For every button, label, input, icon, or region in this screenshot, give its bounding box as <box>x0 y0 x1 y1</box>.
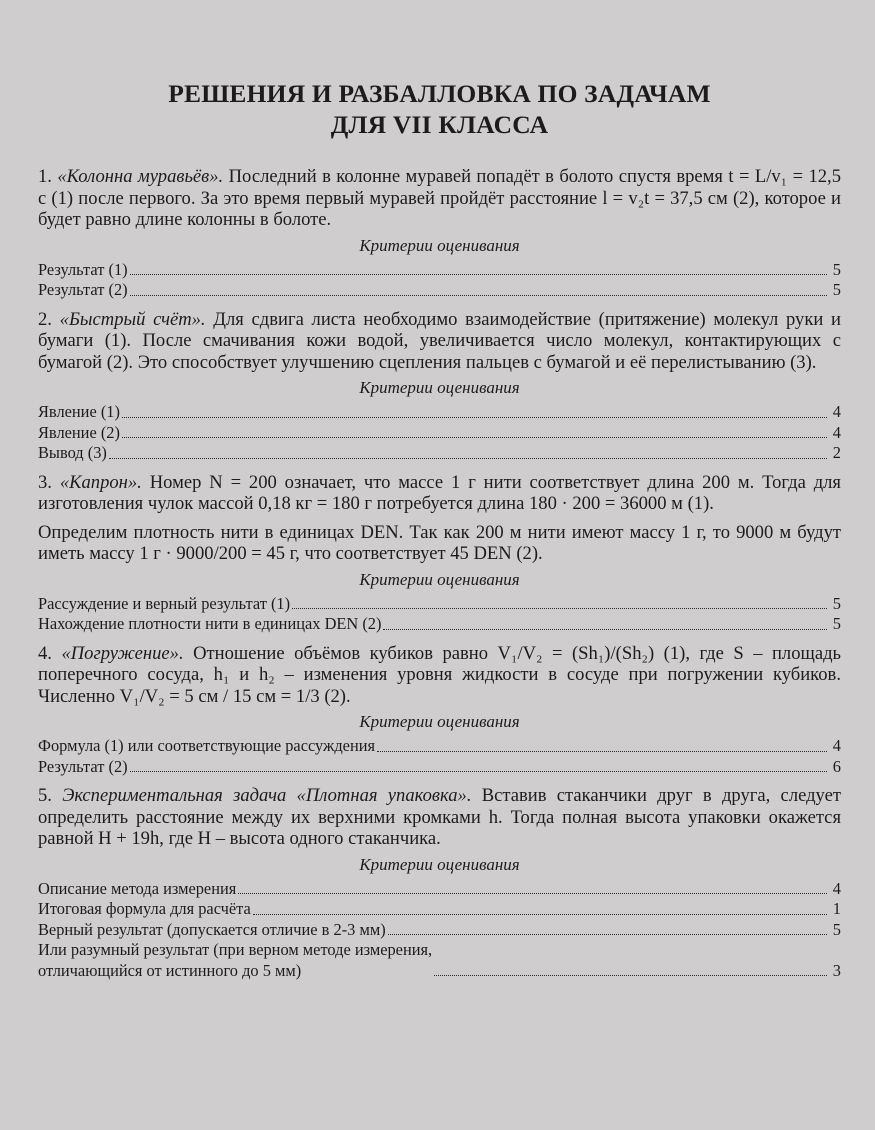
criteria-label-line-2: отличающийся от истинного до 5 мм) <box>38 960 302 980</box>
criteria-points: 5 <box>832 614 841 633</box>
dot-leader <box>292 608 827 609</box>
criteria-heading: Критерии оценивания <box>359 235 520 255</box>
criteria-row <box>38 402 841 423</box>
dot-leader <box>434 975 827 976</box>
task-4 <box>38 643 841 778</box>
criteria-row <box>38 443 841 464</box>
task-1 <box>38 166 841 301</box>
criteria-label-line-1: Или разумный результат (при верном методе измерения, <box>38 940 433 959</box>
criteria-label: Явление (1) <box>38 402 120 421</box>
criteria-label: Итоговая формула для расчёта <box>38 899 251 918</box>
task-3-text-2: Определим плотность нити в единицах DEN. Так как 200 м нити имеют массу 1 г, то 9000 м будут иметь массу 1 г · 9000/200 = 45 г, что соответствует 45 DEN (2). <box>38 521 841 564</box>
criteria-label: Формула (1) или соответствующие рассуждения <box>38 736 376 755</box>
dot-leader <box>109 458 827 459</box>
criteria-row <box>38 920 841 941</box>
task-paragraph: Вставив стаканчики друг в друга, следует определить расстояние между их верхними кромками h. Тогда полная высота упаковки окажется равной H + 19h, где H – высота одного стаканчика. <box>38 785 841 849</box>
criteria-row <box>38 879 841 900</box>
criteria-points: 1 <box>832 899 841 918</box>
page-title <box>38 78 841 140</box>
task-2 <box>38 309 841 464</box>
dot-leader <box>383 629 827 630</box>
task-paragraph: Номер N = 200 означает, что массе 1 г нити соответствует длина 200 м. Тогда для изготовления чулок массой 0,18 кг = 180 г потребуется длина 180 · 200 = 36000 м (1). <box>38 471 841 514</box>
criteria-label <box>38 940 432 981</box>
task-name: Экспериментальная задача «Плотная упаковка». <box>62 785 472 806</box>
dot-leader <box>238 893 827 894</box>
dot-leader <box>130 295 827 296</box>
criteria-heading: Критерии оценивания <box>359 712 520 731</box>
criteria-label: Описание метода измерения <box>38 878 237 898</box>
criteria-label: Рассуждение и верный результат (1) <box>38 593 291 613</box>
task-paragraph: Отношение объёмов кубиков равно V₁/V₂ = (Sh₁)/(Sh₂) (1), где S – площадь поперечного сосуда, h₁ и h₂ – изменения уровня жидкости в сосуде при погружении кубиков. Численно V₁/V₂ = 5 см / 15 см = 1/3 (2). <box>38 642 842 707</box>
criteria-points: 4 <box>832 736 841 755</box>
task-number: 5. <box>38 785 52 806</box>
dot-leader <box>388 934 827 935</box>
criteria-heading: Критерии оценивания <box>359 378 520 397</box>
task-1-text <box>38 166 841 231</box>
criteria-points: 5 <box>832 280 841 299</box>
criteria-label: Вывод (3) <box>38 443 107 462</box>
criteria-label: Верный результат (допускается отличие в 2-3 мм) <box>38 919 386 939</box>
criteria-row <box>38 280 841 301</box>
criteria-list <box>38 594 841 635</box>
criteria-points: 6 <box>832 756 841 776</box>
criteria-points: 3 <box>832 960 841 980</box>
criteria-points: 4 <box>832 402 841 421</box>
criteria-list <box>38 879 841 982</box>
task-number: 1. <box>38 166 52 187</box>
criteria-points: 5 <box>832 593 841 613</box>
task-4-text <box>38 643 841 708</box>
task-paragraph: Последний в колонне муравей попадёт в болото спустя время t = L/v₁ = 12,5 с (1) после первого. За это время первый муравей пройдёт расстояние l = v₂t = 37,5 см (2), которое и будет равно длине колонны в болоте. <box>38 166 841 230</box>
criteria-row <box>38 940 841 981</box>
criteria-label: Результат (2) <box>38 280 128 299</box>
criteria-heading: Критерии оценивания <box>359 854 520 874</box>
task-number: 4. <box>38 642 52 664</box>
criteria-row <box>38 736 841 757</box>
criteria-row <box>38 423 841 444</box>
dot-leader <box>122 437 827 438</box>
task-number: 3. <box>38 471 52 493</box>
criteria-points: 5 <box>832 919 841 939</box>
dot-leader <box>253 914 827 915</box>
criteria-row <box>38 899 841 920</box>
dot-leader <box>130 274 827 275</box>
task-number: 2. <box>38 308 52 330</box>
criteria-row <box>38 594 841 615</box>
criteria-row <box>38 614 841 635</box>
criteria-points: 4 <box>832 878 841 898</box>
criteria-list <box>38 260 841 301</box>
task-name: «Погружение». <box>61 642 184 664</box>
task-5 <box>38 785 841 981</box>
title-line-1: РЕШЕНИЯ И РАЗБАЛЛОВКА ПО ЗАДАЧАМ <box>168 79 711 108</box>
criteria-label: Нахождение плотности нити в единицах DEN (2) <box>38 614 382 633</box>
task-name: «Капрон». <box>59 471 142 493</box>
task-3-text <box>38 472 841 515</box>
criteria-points: 4 <box>832 422 841 442</box>
criteria-label: Результат (1) <box>38 259 128 279</box>
task-name: «Колонна муравьёв». <box>57 166 224 187</box>
task-name: «Быстрый счёт». <box>59 308 206 330</box>
dot-leader <box>377 751 827 752</box>
criteria-list <box>38 402 841 464</box>
task-2-text <box>38 309 841 374</box>
criteria-label: Явление (2) <box>38 422 120 442</box>
task-3 <box>38 472 841 635</box>
dot-leader <box>130 771 827 772</box>
title-line-2: ДЛЯ VII КЛАССА <box>330 110 549 139</box>
criteria-row <box>38 757 841 778</box>
task-paragraph: Для сдвига листа необходимо взаимодействие (притяжение) молекул руки и бумаги (1). После смачивания кожи водой, увеличивается число молекул, контактирующих с бумагой (2). Это способствует улучшению сцепления пальцев с бумагой и её перелистыванию (3). <box>38 308 841 373</box>
criteria-points: 5 <box>832 259 841 279</box>
criteria-list <box>38 736 841 777</box>
task-5-text <box>38 785 841 850</box>
dot-leader <box>122 417 827 418</box>
criteria-row <box>38 260 841 281</box>
criteria-heading: Критерии оценивания <box>359 569 520 589</box>
criteria-points: 2 <box>832 443 841 462</box>
criteria-label: Результат (2) <box>38 756 128 776</box>
